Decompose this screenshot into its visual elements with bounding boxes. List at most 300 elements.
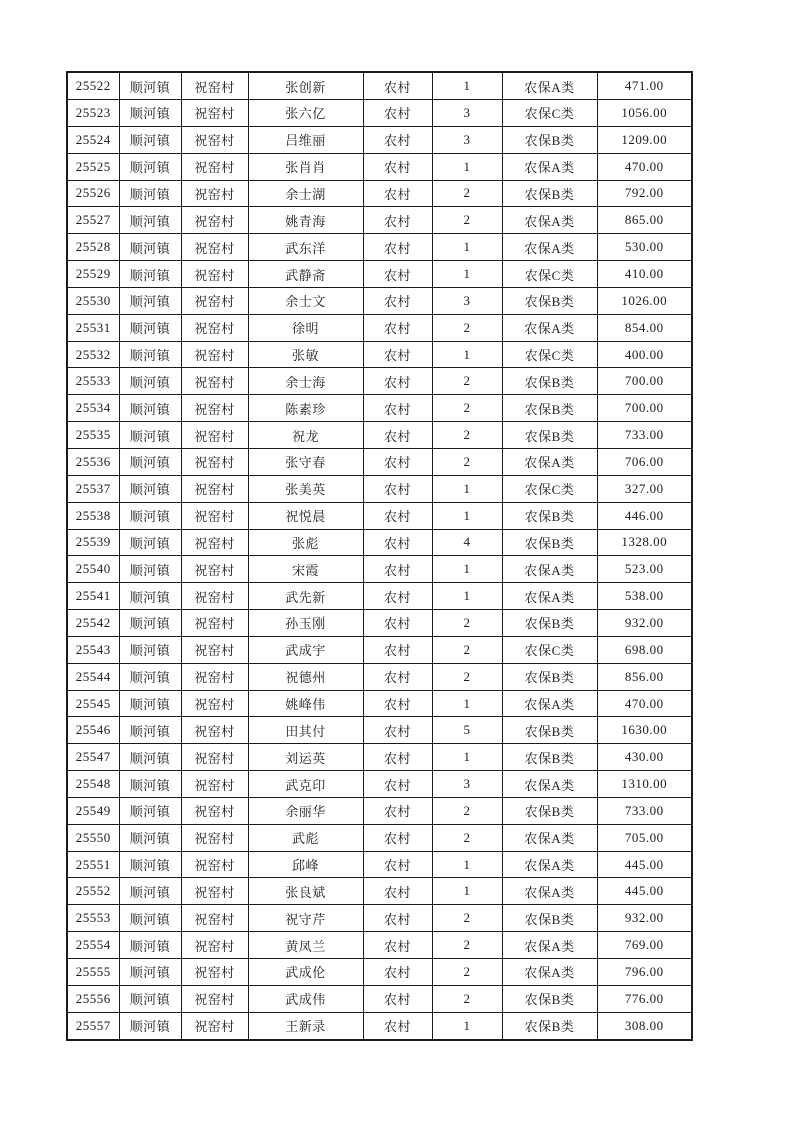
cell-amount: 1026.00	[597, 287, 692, 314]
cell-serial-number: 25522	[67, 72, 119, 100]
cell-name: 武东洋	[248, 234, 363, 261]
table-row	[67, 261, 692, 288]
cell-person-count: 2	[432, 636, 502, 663]
cell-amount: 445.00	[597, 878, 692, 905]
cell-town: 顺河镇	[119, 905, 181, 932]
cell-amount: 470.00	[597, 153, 692, 180]
cell-village: 祝窑村	[181, 314, 248, 341]
table-row	[67, 395, 692, 422]
cell-insurance-category: 农保A类	[502, 448, 597, 475]
table-row	[67, 422, 692, 449]
cell-serial-number: 25554	[67, 932, 119, 959]
cell-name: 徐明	[248, 314, 363, 341]
cell-serial-number: 25539	[67, 529, 119, 556]
cell-person-count: 1	[432, 583, 502, 610]
cell-serial-number: 25550	[67, 824, 119, 851]
cell-household-type: 农村	[363, 341, 432, 368]
table-row	[67, 368, 692, 395]
cell-village: 祝窑村	[181, 395, 248, 422]
cell-person-count: 1	[432, 690, 502, 717]
cell-amount: 430.00	[597, 744, 692, 771]
cell-name: 姚青海	[248, 207, 363, 234]
cell-household-type: 农村	[363, 395, 432, 422]
cell-amount: 1209.00	[597, 126, 692, 153]
cell-village: 祝窑村	[181, 448, 248, 475]
cell-town: 顺河镇	[119, 690, 181, 717]
cell-village: 祝窑村	[181, 610, 248, 637]
cell-household-type: 农村	[363, 583, 432, 610]
table-row	[67, 797, 692, 824]
cell-serial-number: 25557	[67, 1012, 119, 1040]
cell-amount: 776.00	[597, 985, 692, 1012]
cell-person-count: 2	[432, 985, 502, 1012]
cell-household-type: 农村	[363, 851, 432, 878]
cell-serial-number: 25524	[67, 126, 119, 153]
cell-name: 武先新	[248, 583, 363, 610]
cell-town: 顺河镇	[119, 100, 181, 127]
cell-town: 顺河镇	[119, 878, 181, 905]
cell-village: 祝窑村	[181, 72, 248, 100]
cell-serial-number: 25553	[67, 905, 119, 932]
cell-village: 祝窑村	[181, 583, 248, 610]
cell-name: 武彪	[248, 824, 363, 851]
cell-household-type: 农村	[363, 690, 432, 717]
cell-serial-number: 25531	[67, 314, 119, 341]
cell-person-count: 2	[432, 824, 502, 851]
cell-name: 武静斋	[248, 261, 363, 288]
cell-village: 祝窑村	[181, 636, 248, 663]
cell-village: 祝窑村	[181, 234, 248, 261]
cell-village: 祝窑村	[181, 556, 248, 583]
cell-amount: 796.00	[597, 959, 692, 986]
table-row	[67, 180, 692, 207]
cell-person-count: 5	[432, 717, 502, 744]
cell-amount: 792.00	[597, 180, 692, 207]
cell-insurance-category: 农保B类	[502, 529, 597, 556]
cell-insurance-category: 农保C类	[502, 261, 597, 288]
cell-village: 祝窑村	[181, 1012, 248, 1040]
cell-insurance-category: 农保A类	[502, 207, 597, 234]
cell-village: 祝窑村	[181, 422, 248, 449]
cell-serial-number: 25548	[67, 771, 119, 798]
cell-person-count: 2	[432, 368, 502, 395]
cell-person-count: 2	[432, 448, 502, 475]
cell-town: 顺河镇	[119, 717, 181, 744]
cell-amount: 308.00	[597, 1012, 692, 1040]
cell-insurance-category: 农保B类	[502, 1012, 597, 1040]
cell-household-type: 农村	[363, 636, 432, 663]
cell-household-type: 农村	[363, 529, 432, 556]
cell-person-count: 1	[432, 556, 502, 583]
cell-insurance-category: 农保B类	[502, 502, 597, 529]
table-row	[67, 72, 692, 100]
cell-person-count: 1	[432, 261, 502, 288]
cell-person-count: 1	[432, 153, 502, 180]
cell-household-type: 农村	[363, 905, 432, 932]
cell-insurance-category: 农保A类	[502, 583, 597, 610]
table-row	[67, 610, 692, 637]
cell-insurance-category: 农保B类	[502, 610, 597, 637]
cell-village: 祝窑村	[181, 717, 248, 744]
cell-insurance-category: 农保A类	[502, 824, 597, 851]
cell-person-count: 1	[432, 72, 502, 100]
cell-person-count: 2	[432, 610, 502, 637]
cell-amount: 1630.00	[597, 717, 692, 744]
cell-person-count: 3	[432, 100, 502, 127]
cell-village: 祝窑村	[181, 126, 248, 153]
cell-household-type: 农村	[363, 717, 432, 744]
cell-name: 田其付	[248, 717, 363, 744]
cell-serial-number: 25542	[67, 610, 119, 637]
cell-amount: 1328.00	[597, 529, 692, 556]
table-row	[67, 234, 692, 261]
table-row	[67, 905, 692, 932]
cell-person-count: 2	[432, 395, 502, 422]
cell-person-count: 2	[432, 207, 502, 234]
table-row	[67, 529, 692, 556]
cell-household-type: 农村	[363, 422, 432, 449]
cell-household-type: 农村	[363, 878, 432, 905]
cell-town: 顺河镇	[119, 932, 181, 959]
cell-town: 顺河镇	[119, 797, 181, 824]
cell-person-count: 1	[432, 851, 502, 878]
table-row	[67, 959, 692, 986]
cell-town: 顺河镇	[119, 851, 181, 878]
cell-serial-number: 25544	[67, 663, 119, 690]
cell-serial-number: 25530	[67, 287, 119, 314]
cell-village: 祝窑村	[181, 180, 248, 207]
cell-person-count: 2	[432, 932, 502, 959]
cell-name: 祝守芹	[248, 905, 363, 932]
cell-amount: 1056.00	[597, 100, 692, 127]
cell-household-type: 农村	[363, 261, 432, 288]
cell-household-type: 农村	[363, 985, 432, 1012]
cell-town: 顺河镇	[119, 341, 181, 368]
cell-person-count: 1	[432, 234, 502, 261]
table-row	[67, 287, 692, 314]
table-row	[67, 744, 692, 771]
cell-person-count: 3	[432, 771, 502, 798]
cell-town: 顺河镇	[119, 583, 181, 610]
cell-name: 祝悦晨	[248, 502, 363, 529]
cell-amount: 1310.00	[597, 771, 692, 798]
cell-village: 祝窑村	[181, 824, 248, 851]
cell-household-type: 农村	[363, 448, 432, 475]
cell-person-count: 3	[432, 126, 502, 153]
cell-serial-number: 25546	[67, 717, 119, 744]
cell-name: 吕维丽	[248, 126, 363, 153]
cell-village: 祝窑村	[181, 502, 248, 529]
cell-person-count: 1	[432, 502, 502, 529]
cell-household-type: 农村	[363, 797, 432, 824]
cell-amount: 698.00	[597, 636, 692, 663]
cell-village: 祝窑村	[181, 100, 248, 127]
cell-name: 余士海	[248, 368, 363, 395]
cell-household-type: 农村	[363, 502, 432, 529]
cell-amount: 856.00	[597, 663, 692, 690]
cell-household-type: 农村	[363, 556, 432, 583]
cell-name: 祝龙	[248, 422, 363, 449]
cell-town: 顺河镇	[119, 985, 181, 1012]
cell-village: 祝窑村	[181, 797, 248, 824]
cell-serial-number: 25526	[67, 180, 119, 207]
cell-insurance-category: 农保B类	[502, 395, 597, 422]
cell-insurance-category: 农保A类	[502, 72, 597, 100]
cell-household-type: 农村	[363, 1012, 432, 1040]
cell-serial-number: 25523	[67, 100, 119, 127]
cell-person-count: 1	[432, 475, 502, 502]
cell-name: 武成伦	[248, 959, 363, 986]
cell-town: 顺河镇	[119, 663, 181, 690]
cell-town: 顺河镇	[119, 422, 181, 449]
cell-insurance-category: 农保B类	[502, 744, 597, 771]
cell-name: 张敏	[248, 341, 363, 368]
cell-serial-number: 25556	[67, 985, 119, 1012]
cell-town: 顺河镇	[119, 556, 181, 583]
cell-amount: 445.00	[597, 851, 692, 878]
table-row	[67, 126, 692, 153]
cell-name: 张彪	[248, 529, 363, 556]
cell-village: 祝窑村	[181, 368, 248, 395]
cell-name: 祝德州	[248, 663, 363, 690]
cell-name: 黄凤兰	[248, 932, 363, 959]
cell-name: 陈素珍	[248, 395, 363, 422]
table-row	[67, 985, 692, 1012]
cell-household-type: 农村	[363, 100, 432, 127]
cell-household-type: 农村	[363, 368, 432, 395]
table-row	[67, 448, 692, 475]
cell-person-count: 1	[432, 878, 502, 905]
cell-town: 顺河镇	[119, 261, 181, 288]
cell-amount: 865.00	[597, 207, 692, 234]
cell-serial-number: 25532	[67, 341, 119, 368]
table-row	[67, 932, 692, 959]
cell-person-count: 2	[432, 180, 502, 207]
cell-insurance-category: 农保A类	[502, 556, 597, 583]
table-row	[67, 851, 692, 878]
cell-household-type: 农村	[363, 475, 432, 502]
table-row	[67, 878, 692, 905]
cell-insurance-category: 农保A类	[502, 878, 597, 905]
cell-village: 祝窑村	[181, 341, 248, 368]
cell-serial-number: 25555	[67, 959, 119, 986]
cell-village: 祝窑村	[181, 932, 248, 959]
cell-household-type: 农村	[363, 126, 432, 153]
cell-village: 祝窑村	[181, 771, 248, 798]
cell-village: 祝窑村	[181, 851, 248, 878]
cell-household-type: 农村	[363, 771, 432, 798]
cell-amount: 446.00	[597, 502, 692, 529]
cell-name: 王新录	[248, 1012, 363, 1040]
cell-amount: 471.00	[597, 72, 692, 100]
cell-insurance-category: 农保A类	[502, 771, 597, 798]
cell-amount: 733.00	[597, 797, 692, 824]
cell-name: 张守春	[248, 448, 363, 475]
cell-person-count: 4	[432, 529, 502, 556]
table-row	[67, 475, 692, 502]
cell-town: 顺河镇	[119, 72, 181, 100]
cell-insurance-category: 农保A类	[502, 959, 597, 986]
cell-town: 顺河镇	[119, 287, 181, 314]
cell-serial-number: 25541	[67, 583, 119, 610]
cell-person-count: 3	[432, 287, 502, 314]
cell-village: 祝窑村	[181, 690, 248, 717]
cell-town: 顺河镇	[119, 744, 181, 771]
cell-serial-number: 25547	[67, 744, 119, 771]
cell-town: 顺河镇	[119, 1012, 181, 1040]
table-row	[67, 1012, 692, 1040]
cell-town: 顺河镇	[119, 448, 181, 475]
cell-insurance-category: 农保B类	[502, 797, 597, 824]
cell-village: 祝窑村	[181, 475, 248, 502]
cell-insurance-category: 农保C类	[502, 341, 597, 368]
cell-insurance-category: 农保B类	[502, 180, 597, 207]
cell-household-type: 农村	[363, 663, 432, 690]
cell-person-count: 1	[432, 744, 502, 771]
cell-village: 祝窑村	[181, 905, 248, 932]
cell-insurance-category: 农保A类	[502, 851, 597, 878]
cell-serial-number: 25527	[67, 207, 119, 234]
cell-amount: 700.00	[597, 395, 692, 422]
cell-serial-number: 25535	[67, 422, 119, 449]
cell-name: 武成宇	[248, 636, 363, 663]
cell-town: 顺河镇	[119, 475, 181, 502]
cell-town: 顺河镇	[119, 153, 181, 180]
cell-amount: 530.00	[597, 234, 692, 261]
cell-household-type: 农村	[363, 180, 432, 207]
cell-household-type: 农村	[363, 314, 432, 341]
cell-town: 顺河镇	[119, 959, 181, 986]
cell-town: 顺河镇	[119, 180, 181, 207]
table-row	[67, 583, 692, 610]
cell-name: 张六亿	[248, 100, 363, 127]
cell-household-type: 农村	[363, 207, 432, 234]
cell-insurance-category: 农保B类	[502, 717, 597, 744]
cell-serial-number: 25538	[67, 502, 119, 529]
cell-household-type: 农村	[363, 744, 432, 771]
table-row	[67, 636, 692, 663]
table-row	[67, 771, 692, 798]
table-row	[67, 663, 692, 690]
cell-town: 顺河镇	[119, 610, 181, 637]
cell-name: 姚峰伟	[248, 690, 363, 717]
cell-amount: 327.00	[597, 475, 692, 502]
cell-person-count: 2	[432, 797, 502, 824]
cell-household-type: 农村	[363, 824, 432, 851]
cell-name: 刘运英	[248, 744, 363, 771]
benefits-table	[66, 71, 693, 1041]
cell-village: 祝窑村	[181, 985, 248, 1012]
cell-insurance-category: 农保C类	[502, 100, 597, 127]
cell-serial-number: 25552	[67, 878, 119, 905]
cell-village: 祝窑村	[181, 663, 248, 690]
cell-serial-number: 25525	[67, 153, 119, 180]
cell-town: 顺河镇	[119, 771, 181, 798]
cell-insurance-category: 农保A类	[502, 153, 597, 180]
table-row	[67, 717, 692, 744]
cell-serial-number: 25537	[67, 475, 119, 502]
cell-town: 顺河镇	[119, 502, 181, 529]
cell-insurance-category: 农保A类	[502, 690, 597, 717]
cell-insurance-category: 农保A类	[502, 314, 597, 341]
cell-household-type: 农村	[363, 932, 432, 959]
cell-name: 孙玉刚	[248, 610, 363, 637]
cell-village: 祝窑村	[181, 207, 248, 234]
table-row	[67, 100, 692, 127]
table-body	[67, 72, 692, 1040]
cell-town: 顺河镇	[119, 314, 181, 341]
cell-household-type: 农村	[363, 234, 432, 261]
cell-insurance-category: 农保B类	[502, 287, 597, 314]
cell-household-type: 农村	[363, 610, 432, 637]
cell-household-type: 农村	[363, 287, 432, 314]
cell-town: 顺河镇	[119, 207, 181, 234]
cell-serial-number: 25540	[67, 556, 119, 583]
cell-name: 张肖肖	[248, 153, 363, 180]
cell-serial-number: 25545	[67, 690, 119, 717]
cell-town: 顺河镇	[119, 395, 181, 422]
cell-name: 余丽华	[248, 797, 363, 824]
cell-village: 祝窑村	[181, 153, 248, 180]
cell-person-count: 2	[432, 905, 502, 932]
table-row	[67, 690, 692, 717]
cell-insurance-category: 农保A类	[502, 234, 597, 261]
cell-amount: 769.00	[597, 932, 692, 959]
cell-insurance-category: 农保B类	[502, 422, 597, 449]
cell-name: 邱峰	[248, 851, 363, 878]
cell-amount: 700.00	[597, 368, 692, 395]
table-row	[67, 153, 692, 180]
cell-village: 祝窑村	[181, 261, 248, 288]
cell-village: 祝窑村	[181, 287, 248, 314]
cell-amount: 854.00	[597, 314, 692, 341]
cell-serial-number: 25529	[67, 261, 119, 288]
table-row	[67, 824, 692, 851]
cell-serial-number: 25534	[67, 395, 119, 422]
cell-person-count: 1	[432, 1012, 502, 1040]
cell-name: 武克印	[248, 771, 363, 798]
cell-serial-number: 25549	[67, 797, 119, 824]
cell-insurance-category: 农保B类	[502, 985, 597, 1012]
cell-amount: 523.00	[597, 556, 692, 583]
table-row	[67, 314, 692, 341]
cell-amount: 538.00	[597, 583, 692, 610]
cell-amount: 932.00	[597, 610, 692, 637]
cell-household-type: 农村	[363, 153, 432, 180]
cell-name: 张创新	[248, 72, 363, 100]
cell-person-count: 2	[432, 663, 502, 690]
cell-town: 顺河镇	[119, 636, 181, 663]
cell-village: 祝窑村	[181, 959, 248, 986]
cell-amount: 733.00	[597, 422, 692, 449]
cell-person-count: 2	[432, 422, 502, 449]
table-row	[67, 207, 692, 234]
table-row	[67, 341, 692, 368]
cell-village: 祝窑村	[181, 744, 248, 771]
cell-amount: 470.00	[597, 690, 692, 717]
cell-amount: 705.00	[597, 824, 692, 851]
cell-town: 顺河镇	[119, 126, 181, 153]
cell-insurance-category: 农保C类	[502, 475, 597, 502]
cell-insurance-category: 农保B类	[502, 368, 597, 395]
cell-village: 祝窑村	[181, 878, 248, 905]
cell-name: 余士文	[248, 287, 363, 314]
cell-name: 张良斌	[248, 878, 363, 905]
cell-name: 余士湖	[248, 180, 363, 207]
cell-insurance-category: 农保B类	[502, 126, 597, 153]
cell-name: 宋霞	[248, 556, 363, 583]
cell-person-count: 1	[432, 341, 502, 368]
